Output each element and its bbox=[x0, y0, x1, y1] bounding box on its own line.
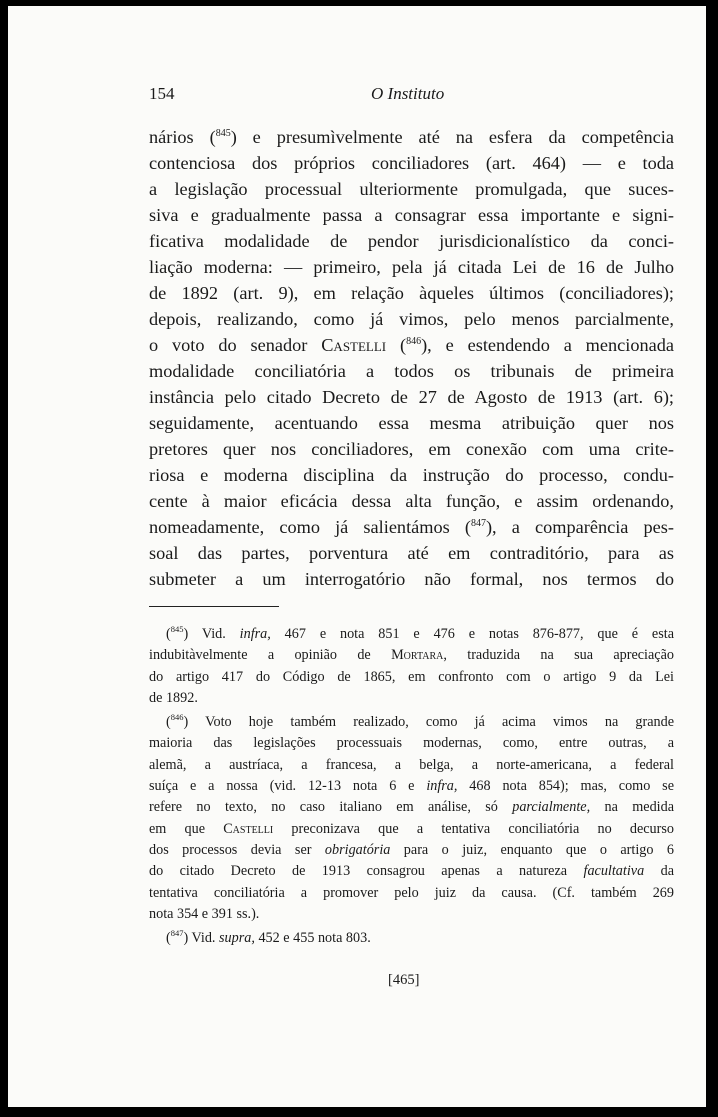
text-run: riosa e moderna disciplina da instrução do processo, condu- bbox=[149, 465, 674, 485]
italic-text: supra, bbox=[219, 930, 255, 947]
footnote-line bbox=[149, 819, 674, 840]
text-run: maioria das legislações processuais modernas, como, entre outras, a bbox=[149, 735, 674, 752]
text-run: refere no texto, no caso italiano em análise, só bbox=[149, 799, 513, 816]
body-line bbox=[149, 462, 674, 488]
page-number: 154 bbox=[149, 84, 175, 103]
body-line bbox=[149, 124, 674, 150]
text-run: modalidade conciliatória a todos os tribunais de primeira bbox=[149, 361, 674, 381]
text-run: instância pelo citado Decreto de 27 de Agosto de 1913 (art. 6); bbox=[149, 387, 674, 407]
italic-text: infra, bbox=[239, 626, 271, 642]
text-run: a legislação processual ulteriormente promulgada, que suces- bbox=[149, 179, 674, 199]
text-run: ( bbox=[386, 335, 407, 355]
running-title: O Instituto bbox=[371, 84, 445, 103]
body-line bbox=[149, 566, 674, 592]
footnote bbox=[149, 712, 674, 925]
body-line bbox=[149, 202, 674, 228]
text-run: alemã, a austríaca, a francesa, a belga, a norte-americana, a federal bbox=[149, 756, 674, 773]
footnote-ref: 847 bbox=[470, 518, 486, 529]
text-run: ) Voto hoje também realizado, como já acima vimos na grande bbox=[183, 714, 674, 731]
footnote-line bbox=[149, 840, 674, 861]
text-run: nários ( bbox=[149, 127, 216, 147]
text-run: ) Vid. bbox=[183, 626, 240, 642]
text-run: ( bbox=[166, 626, 171, 642]
italic-text: obrigatória bbox=[324, 841, 391, 858]
body-line bbox=[149, 488, 674, 514]
footnote-line bbox=[149, 904, 674, 925]
text-run: liação moderna: — primeiro, pela já citada Lei de 16 de Julho bbox=[149, 257, 674, 277]
italic-text: parcialmente, bbox=[512, 799, 591, 816]
text-run: indubitàvelmente a opinião de bbox=[149, 647, 392, 664]
footnote-line bbox=[149, 797, 674, 818]
footnote-ref: 846 bbox=[406, 336, 422, 347]
text-run: pretores quer nos conciliadores, em conexão com uma crite- bbox=[149, 439, 674, 459]
text-run: ( bbox=[166, 714, 171, 731]
footnote-ref: 846 bbox=[170, 712, 184, 723]
body-line bbox=[149, 280, 674, 306]
footnote-line bbox=[149, 667, 674, 688]
text-run: dos processos devia ser bbox=[149, 841, 325, 858]
text-run: de 1892 (art. 9), em relação àqueles últimos (conciliadores); bbox=[149, 283, 674, 303]
body-line bbox=[149, 540, 674, 566]
text-run: ), a comparência pes- bbox=[485, 517, 674, 537]
body-line bbox=[149, 228, 674, 254]
text-run: ( bbox=[166, 930, 171, 947]
text-run: da bbox=[644, 863, 674, 880]
small-caps-name: Castelli bbox=[223, 820, 274, 837]
footnote-ref: 845 bbox=[170, 624, 184, 634]
footnote bbox=[149, 624, 674, 709]
italic-text: facultativa bbox=[583, 863, 645, 880]
text-run: de 1892. bbox=[149, 689, 198, 706]
text-run: contenciosa dos próprios conciliadores (art. 464) — e toda bbox=[149, 153, 674, 173]
text-run: depois, realizando, como já vimos, pelo menos parcialmente, bbox=[149, 309, 674, 329]
text-run: em que bbox=[149, 820, 224, 837]
text-run: o voto do senador bbox=[149, 335, 322, 355]
text-run: na medida bbox=[590, 799, 674, 816]
small-caps-name: Castelli bbox=[321, 335, 387, 355]
small-caps-name: Mortara bbox=[391, 647, 444, 664]
footnote-line bbox=[149, 755, 674, 776]
footnote-line bbox=[149, 733, 674, 754]
text-run: para o juiz, enquanto que o artigo 6 bbox=[390, 841, 674, 858]
folio-number: [465] bbox=[388, 972, 420, 988]
text-run: tentativa conciliatória a promover pelo juiz da causa. (Cf. também 269 bbox=[149, 884, 674, 901]
footnote-line bbox=[149, 712, 674, 733]
page-header bbox=[149, 84, 674, 106]
footnote-line bbox=[149, 688, 674, 709]
body-line bbox=[149, 514, 674, 540]
text-run: 468 nota 854); mas, como se bbox=[457, 778, 674, 795]
text-run: ficativa modalidade de pendor jurisdicionalístico da conci- bbox=[149, 231, 674, 251]
text-run: submeter a um interrogatório não formal, nos termos do bbox=[149, 569, 674, 589]
text-run: soal das partes, porventura até em contraditório, para as bbox=[149, 543, 674, 563]
text-run: do citado Decreto de 1913 consagrou apenas a natureza bbox=[149, 863, 584, 880]
body-line bbox=[149, 150, 674, 176]
text-run: siva e gradualmente passa a consagrar essa importante e signi- bbox=[149, 205, 674, 225]
text-run: ) Vid. bbox=[183, 930, 220, 947]
footnote-separator bbox=[149, 606, 279, 607]
text-run: cente à maior eficácia dessa alta função, e assim ordenando, bbox=[149, 491, 674, 511]
text-run: ) e presumìvelmente até na esfera da competência bbox=[230, 127, 674, 147]
body-text bbox=[149, 124, 674, 592]
body-line bbox=[149, 332, 674, 358]
footnote-ref: 847 bbox=[170, 928, 184, 939]
footnotes bbox=[149, 624, 674, 952]
text-run: nota 354 e 391 ss.). bbox=[149, 905, 260, 922]
book-page bbox=[8, 6, 706, 1107]
footnote-line bbox=[149, 624, 674, 645]
text-run: 467 e nota 851 e 476 e notas 876-877, que é esta bbox=[270, 626, 674, 642]
footnote-line bbox=[149, 861, 674, 882]
text-run: , traduzida na sua apreciação bbox=[443, 647, 674, 664]
body-line bbox=[149, 384, 674, 410]
footnote-line bbox=[149, 645, 674, 666]
footnote-line bbox=[149, 928, 674, 949]
footnote-ref: 845 bbox=[215, 128, 231, 139]
text-run: do artigo 417 do Código de 1865, em confronto com o artigo 9 da Lei bbox=[149, 668, 674, 685]
italic-text: infra, bbox=[426, 778, 458, 795]
text-run: preconizava que a tentativa conciliatória no decurso bbox=[273, 820, 674, 837]
body-line bbox=[149, 306, 674, 332]
body-line bbox=[149, 436, 674, 462]
footnote-line bbox=[149, 776, 674, 797]
text-run: nomeadamente, como já salientámos ( bbox=[149, 517, 471, 537]
footnote-line bbox=[149, 883, 674, 904]
text-run: ), e estendendo a mencionada bbox=[421, 335, 674, 355]
body-line bbox=[149, 254, 674, 280]
footnote bbox=[149, 928, 674, 949]
body-line bbox=[149, 176, 674, 202]
text-run: suíça e a nossa (vid. 12-13 nota 6 e bbox=[149, 778, 427, 795]
text-run: seguidamente, acentuando essa mesma atribuição quer nos bbox=[149, 413, 674, 433]
body-line bbox=[149, 358, 674, 384]
text-run: 452 e 455 nota 803. bbox=[254, 930, 371, 947]
body-line bbox=[149, 410, 674, 436]
